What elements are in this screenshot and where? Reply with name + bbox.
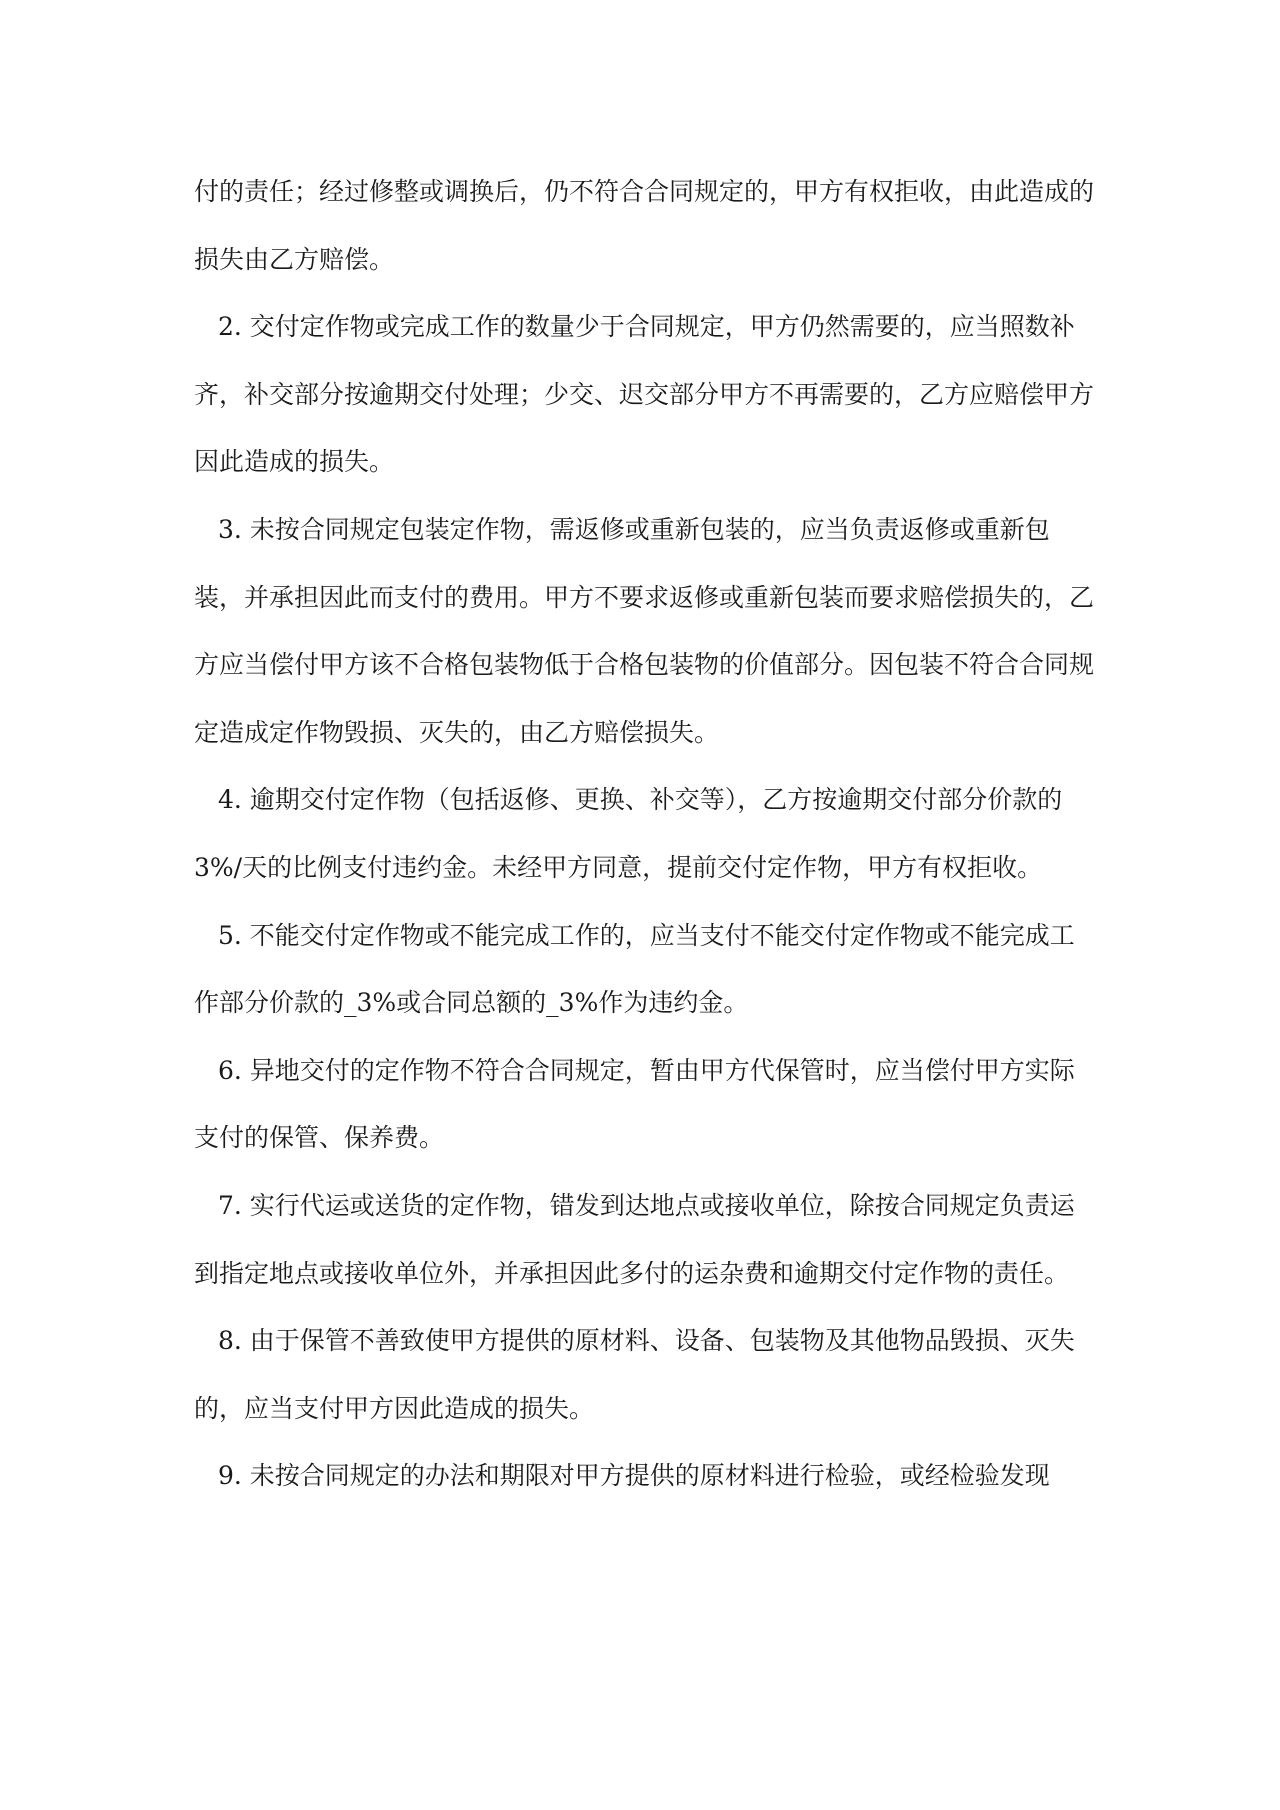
- clause-5: 5. 不能交付定作物或不能完成工作的，应当支付不能交付定作物或不能完成工作部分价款的_3%或合同总额的_3%作为违约金。: [194, 920, 1075, 1018]
- clause-6: 6. 异地交付的定作物不符合合同规定，暂由甲方代保管时，应当偿付甲方实际支付的保管、保养费。: [194, 1055, 1075, 1153]
- clause-4: 4. 逾期交付定作物（包括返修、更换、补交等），乙方按逾期交付部分价款的 3%/天的比例支付违约金。未经甲方同意，提前交付定作物，甲方有权拒收。: [194, 785, 1063, 882]
- clause-9: 9. 未按合同规定的办法和期限对甲方提供的原材料进行检验，或经检验发现: [218, 1461, 1050, 1491]
- clause-7: 7. 实行代运或送货的定作物，错发到达地点或接收单位，除按合同规定负责运到指定地点或接收单位外，并承担因此多付的运杂费和逾期交付定作物的责任。: [194, 1190, 1075, 1288]
- clause-2: 2. 交付定作物或完成工作的数量少于合同规定，甲方仍然需要的，应当照数补齐，补交部分按逾期交付处理；少交、迟交部分甲方不再需要的，乙方应赔偿甲方因此造成的损失。: [194, 312, 1095, 477]
- paragraph-continuation: 付的责任；经过修整或调换后，仍不符合合同规定的，甲方有权拒收，由此造成的损失由乙方赔偿。: [194, 177, 1095, 274]
- clause-3: 3. 未按合同规定包装定作物，需返修或重新包装的，应当负责返修或重新包装，并承担因此而支付的费用。甲方不要求返修或重新包装而要求赔偿损失的，乙方应当偿付甲方该不合格包装物低于合格包装物的价值部分。因包装不符合合同规定造成定作物毁损、灭失的，由乙方赔偿损失。: [194, 514, 1095, 747]
- clause-8: 8. 由于保管不善致使甲方提供的原材料、设备、包装物及其他物品毁损、灭失的，应当支付甲方因此造成的损失。: [194, 1326, 1075, 1423]
- document-body: [194, 158, 1094, 1510]
